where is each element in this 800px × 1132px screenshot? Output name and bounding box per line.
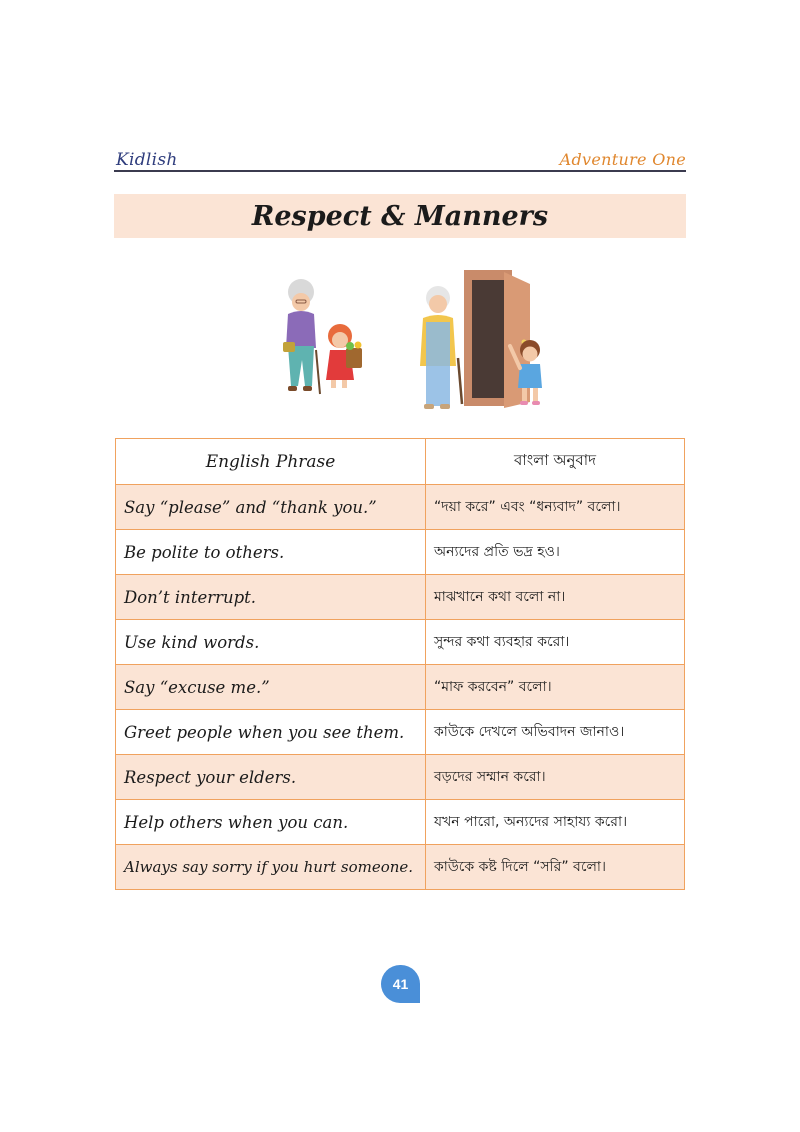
table-row	[116, 530, 685, 575]
title-band	[114, 194, 686, 238]
book-name: Kidlish	[116, 150, 178, 170]
chapter-name: Adventure One	[559, 150, 686, 169]
english-phrase-cell: Use kind words.	[116, 620, 426, 665]
phrase-table	[115, 438, 685, 890]
grandmother-figure	[283, 279, 320, 394]
bangla-translation-cell: কাউকে কষ্ট দিলে “সরি” বলো।	[426, 845, 685, 890]
english-phrase-cell: Say “excuse me.”	[116, 665, 426, 710]
table-header-row	[116, 439, 685, 485]
table-row	[116, 575, 685, 620]
manners-illustration	[268, 262, 568, 418]
column-header-english: English Phrase	[116, 439, 426, 485]
column-header-bangla: বাংলা অনুবাদ	[426, 439, 685, 485]
grandfather-figure	[420, 286, 462, 409]
table-row	[116, 845, 685, 890]
girl-with-groceries-figure	[326, 324, 362, 388]
table-row	[116, 755, 685, 800]
english-phrase-cell: Be polite to others.	[116, 530, 426, 575]
english-phrase-cell: Don’t interrupt.	[116, 575, 426, 620]
table-row	[116, 485, 685, 530]
english-phrase-cell: Greet people when you see them.	[116, 710, 426, 755]
header-divider	[114, 170, 686, 172]
english-phrase-cell: Help others when you can.	[116, 800, 426, 845]
table-row	[116, 800, 685, 845]
bangla-translation-cell: কাউকে দেখলে অভিবাদন জানাও।	[426, 710, 685, 755]
english-phrase-cell: Say “please” and “thank you.”	[116, 485, 426, 530]
table-row	[116, 665, 685, 710]
bangla-translation-cell: যখন পারো, অন্যদের সাহায্য করো।	[426, 800, 685, 845]
table-row	[116, 710, 685, 755]
page-title: Respect & Manners	[251, 200, 549, 232]
english-phrase-cell: Respect your elders.	[116, 755, 426, 800]
bangla-translation-cell: “মাফ করবেন” বলো।	[426, 665, 685, 710]
page-number-badge: 41	[381, 965, 420, 1003]
bangla-translation-cell: সুন্দর কথা ব্যবহার করো।	[426, 620, 685, 665]
table-row	[116, 620, 685, 665]
english-phrase-cell: Always say sorry if you hurt someone.	[116, 845, 426, 890]
bangla-translation-cell: বড়দের সম্মান করো।	[426, 755, 685, 800]
page-header	[114, 146, 686, 172]
bangla-translation-cell: অন্যদের প্রতি ভদ্র হও।	[426, 530, 685, 575]
bangla-translation-cell: “দয়া করে” এবং “ধন্যবাদ” বলো।	[426, 485, 685, 530]
bangla-translation-cell: মাঝখানে কথা বলো না।	[426, 575, 685, 620]
